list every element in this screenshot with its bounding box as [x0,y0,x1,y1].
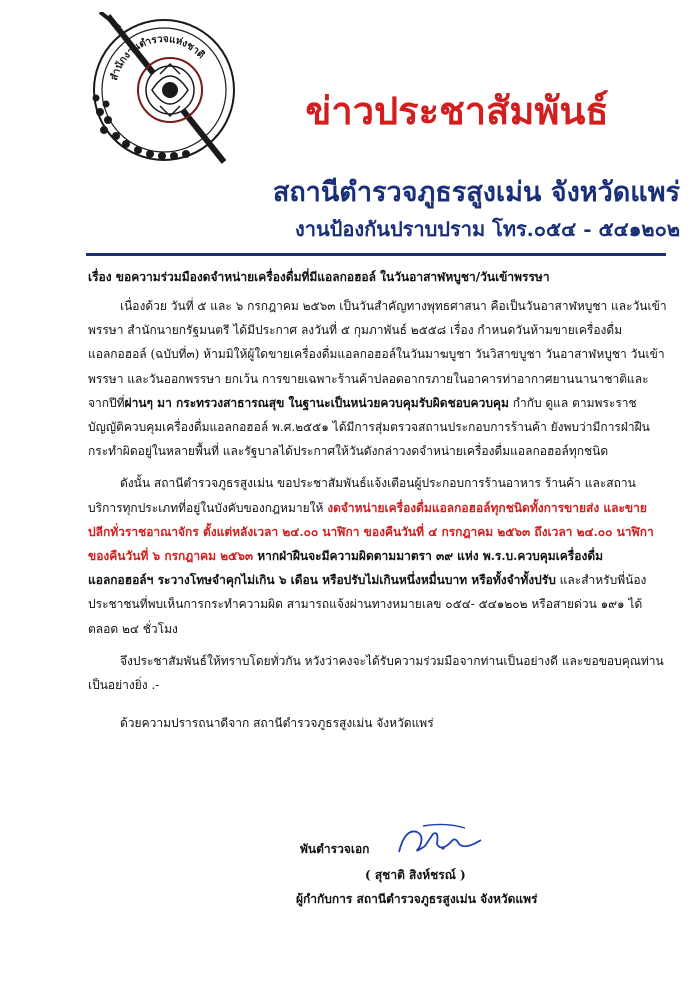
paragraph-2-red-notice: งดจำหน่ายเครื่องดื่มแอลกอฮอล์ทุกชนิดทั้งการขายส่ง และขายปลีกทั่วราชอาณาจักร ตั้งแต่หลังเวลา ๒๔.๐๐ นาฬิกา ของคืนวันที่ ๔ กรกฎาคม ๒๕๖๓ ถึงเวลา ๒๔.๐๐ นาฬิกา ของคืนวันที่ ๖ กรกฎาคม ๒๕๖๓ [88,500,654,564]
signatory-rank: พันตำรวจเอก [300,842,370,856]
paragraph-2-text-a: ดังนั้น สถานีตำรวจภูธรสูงเม่น ขอประชาสัมพันธ์แจ้งเตือนผู้ประกอบการร้านอาหาร ร้านค้า และสถานบริการทุกประเภทที่อยู่ในบังคับของกฎหมายให้ [88,476,636,515]
closing-line: ด้วยความปรารถนาดีจาก สถานีตำรวจภูธรสูงเม่น จังหวัดแพร่ [120,716,434,731]
paragraph-1 [88,294,668,463]
headline-title: ข่าวประชาสัมพันธ์ [305,88,609,133]
subject-line: เรื่อง ขอความร่วมมืองดจำหน่ายเครื่องดื่มที่มีแอลกอฮอล์ ในวันอาสาฬหบูชา/วันเข้าพรรษา [88,270,550,284]
paragraph-2-text-d: และสำหรับพี่น้องประชาชนที่พบเห็นการกระทำความผิด สามารถแจ้งผ่านทางหมายเลข ๐๕๔- ๕๔๑๒๐๒ หรือสายด่วน ๑๙๑ ได้ตลอด ๒๔ ชั่วโมง [88,573,647,636]
unit-and-phone: งานป้องกันปราบปราม โทร.๐๕๔ - ๕๔๑๒๐๒ [295,217,680,241]
paragraph-3: จึงประชาสัมพันธ์ให้ทราบโดยทั่วกัน หวังว่าคงจะได้รับความร่วมมือจากท่านเป็นอย่างดี และขอขอบคุณท่านเป็นอย่างยิ่ง .- [88,653,664,693]
seal-arc-text: สำนักงานตำรวจแห่งชาติ [108,33,207,82]
paragraph-1-text-a: เนื่องด้วย วันที่ ๕ และ ๖ กรกฎาคม ๒๕๖๓ เป็นวันสำคัญทางพุทธศาสนา คือเป็นวันอาสาฬหบูชา และวันเข้าพรรษา สำนักนายกรัฐมนตรี ได้มีประกาศ ลงวันที่ ๕ กุมภาพันธ์ ๒๕๕๘ เรื่อง กำหนดวันห้ามขายเครื่องดื่มแอลกอฮอล์ (ฉบับที่๓) ห้ามมิให้ผู้ใดขายเครื่องดื่มแอลกอฮอล์ในวันมาฆบูชา วันวิสาขบูชา วันอาสาฬหบูชา วันเข้าพรรษา และวันออกพรรษา ยกเว้น การขายเฉพาะร้านค้าปลอดอากรภายในอาคารท่าอากาศยานนานาชาติและจากปีที่ [88,299,667,410]
paragraph-2 [88,471,668,640]
paragraph-1-text-c: กำกับ ดูแล ตามพระราชบัญญัติควบคุมเครื่องดื่มแอลกอฮอล์ พ.ศ.๒๕๕๑ ได้มีการสุ่มตรวจสถานประกอบการร้านค้า ยังพบว่ามีการฝ่าฝืนกระทำผิดอยู่ในหลายพื้นที่ และรัฐบาลได้ประกาศให้วันดังกล่าวงดจำหน่ายเครื่องดื่มแอลกอฮอล์ทุกชนิด [88,395,650,459]
police-seal-icon [86,12,242,168]
signatory-name: ( สุชาติ สิงห์ชรณ์ ) [365,868,466,882]
paragraph-1-highlight: ผ่านๆ มา กระทรวงสาธารณสุข ในฐานะเป็นหน่วยควบคุมรับผิดชอบควบคุม [124,395,509,410]
station-name: สถานีตำรวจภูธรสูงเม่น จังหวัดแพร่ [272,177,680,208]
letter-body [88,294,668,735]
handwritten-signature [395,822,485,858]
signatory-position: ผู้กำกับการ สถานีตำรวจภูธรสูงเม่น จังหวัดแพร่ [296,892,538,906]
paragraph-2-penalty: หากฝ่าฝืนจะมีความผิดตามมาตรา ๓๙ แห่ง พ.ร.บ.ควบคุมเครื่องดื่มแอลกอฮอล์ฯ ระวางโทษจำคุกไม่เกิน ๖ เดือน หรือปรับไม่เกินหนึ่งหมื่นบาท หรือทั้งจำทั้งปรับ [88,549,604,588]
police-seal-logo [86,12,242,168]
signature-scribble-icon [395,822,485,858]
header-divider [86,253,666,256]
